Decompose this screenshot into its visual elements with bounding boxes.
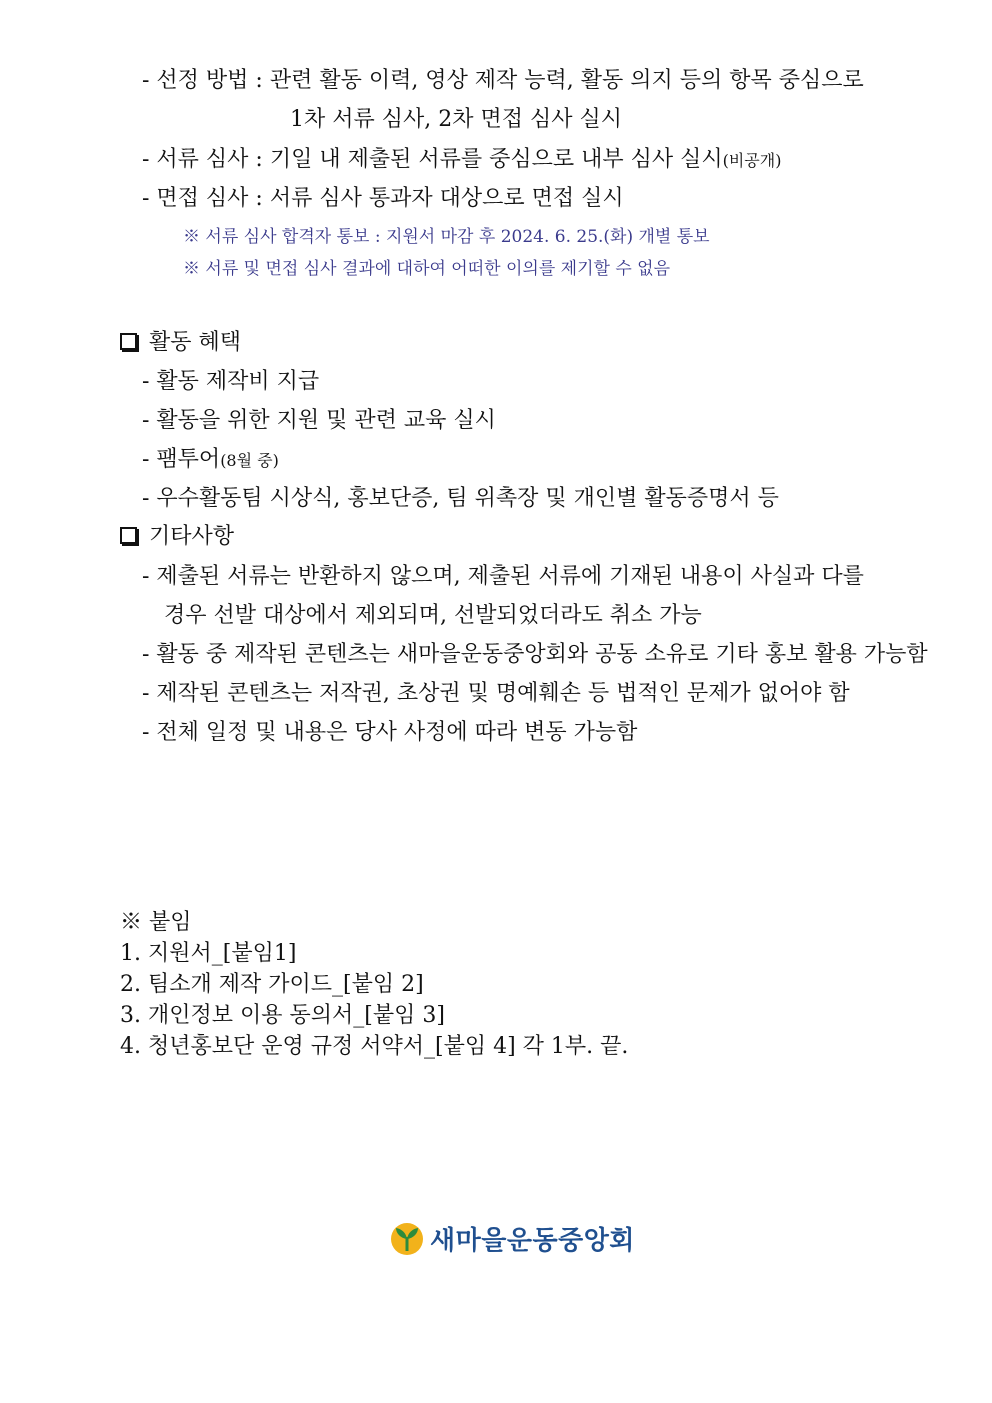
etc-item-1-line2: 경우 선발 대상에서 제외되며, 선발되었더라도 취소 가능 <box>164 603 702 628</box>
document-review-note: (비공개) <box>722 151 782 170</box>
benefits-heading <box>120 328 241 358</box>
etc-item-2: - 활동 중 제작된 콘텐츠는 새마을운동중앙회와 공동 소유로 기타 홍보 활용 가능함 <box>142 642 928 667</box>
benefit-item-3-note: (8월 중) <box>220 451 279 470</box>
checkbox-square-icon <box>120 333 137 350</box>
benefit-item-3 <box>142 445 279 476</box>
organization-logo-text: 새마을운동중앙회 <box>430 1226 635 1256</box>
etc-item-3: - 제작된 콘텐츠는 저작권, 초상권 및 명예훼손 등 법적인 문제가 없어야 함 <box>142 681 850 706</box>
benefits-heading-text: 활동 혜택 <box>149 330 242 355</box>
result-notice-note: ※ 서류 심사 합격자 통보 : 지원서 마감 후 2024. 6. 25.(화) 개별 통보 <box>183 227 710 247</box>
saemaul-sprout-icon <box>390 1222 424 1256</box>
no-objection-note: ※ 서류 및 면접 심사 결과에 대하여 어떠한 이의를 제기할 수 없음 <box>183 259 670 279</box>
document-review-text: - 서류 심사 : 기일 내 제출된 서류를 중심으로 내부 심사 실시 <box>142 147 723 172</box>
attachments-heading: ※ 붙임 <box>120 910 192 935</box>
benefit-item-3-text: - 팸투어 <box>142 447 221 472</box>
etc-item-1-line1: - 제출된 서류는 반환하지 않으며, 제출된 서류에 기재된 내용이 사실과 다를 <box>142 564 864 589</box>
organization-logo <box>390 1220 635 1257</box>
benefit-item-4: - 우수활동팀 시상식, 홍보단증, 팀 위촉장 및 개인별 활동증명서 등 <box>142 486 779 511</box>
benefit-item-2: - 활동을 위한 지원 및 관련 교육 실시 <box>142 408 496 433</box>
benefit-item-1: - 활동 제작비 지급 <box>142 369 320 394</box>
selection-method-line2: 1차 서류 심사, 2차 면접 심사 실시 <box>290 107 622 132</box>
interview-line: - 면접 심사 : 서류 심사 통과자 대상으로 면접 실시 <box>142 186 624 211</box>
attachment-item-3: 3. 개인정보 이용 동의서_[붙임 3] <box>120 1003 445 1028</box>
attachment-item-1: 1. 지원서_[붙임1] <box>120 941 297 966</box>
attachment-item-4: 4. 청년홍보단 운영 규정 서약서_[붙임 4] 각 1부. 끝. <box>120 1034 629 1059</box>
selection-method-line1: - 선정 방법 : 관련 활동 이력, 영상 제작 능력, 활동 의지 등의 항목 중심으로 <box>142 68 864 93</box>
etc-heading-text: 기타사항 <box>149 524 235 549</box>
etc-item-4: - 전체 일정 및 내용은 당사 사정에 따라 변동 가능함 <box>142 720 638 745</box>
etc-heading <box>120 522 234 552</box>
document-review-line <box>142 145 781 176</box>
checkbox-square-icon <box>120 527 137 544</box>
attachment-item-2: 2. 팀소개 제작 가이드_[붙임 2] <box>120 972 424 997</box>
